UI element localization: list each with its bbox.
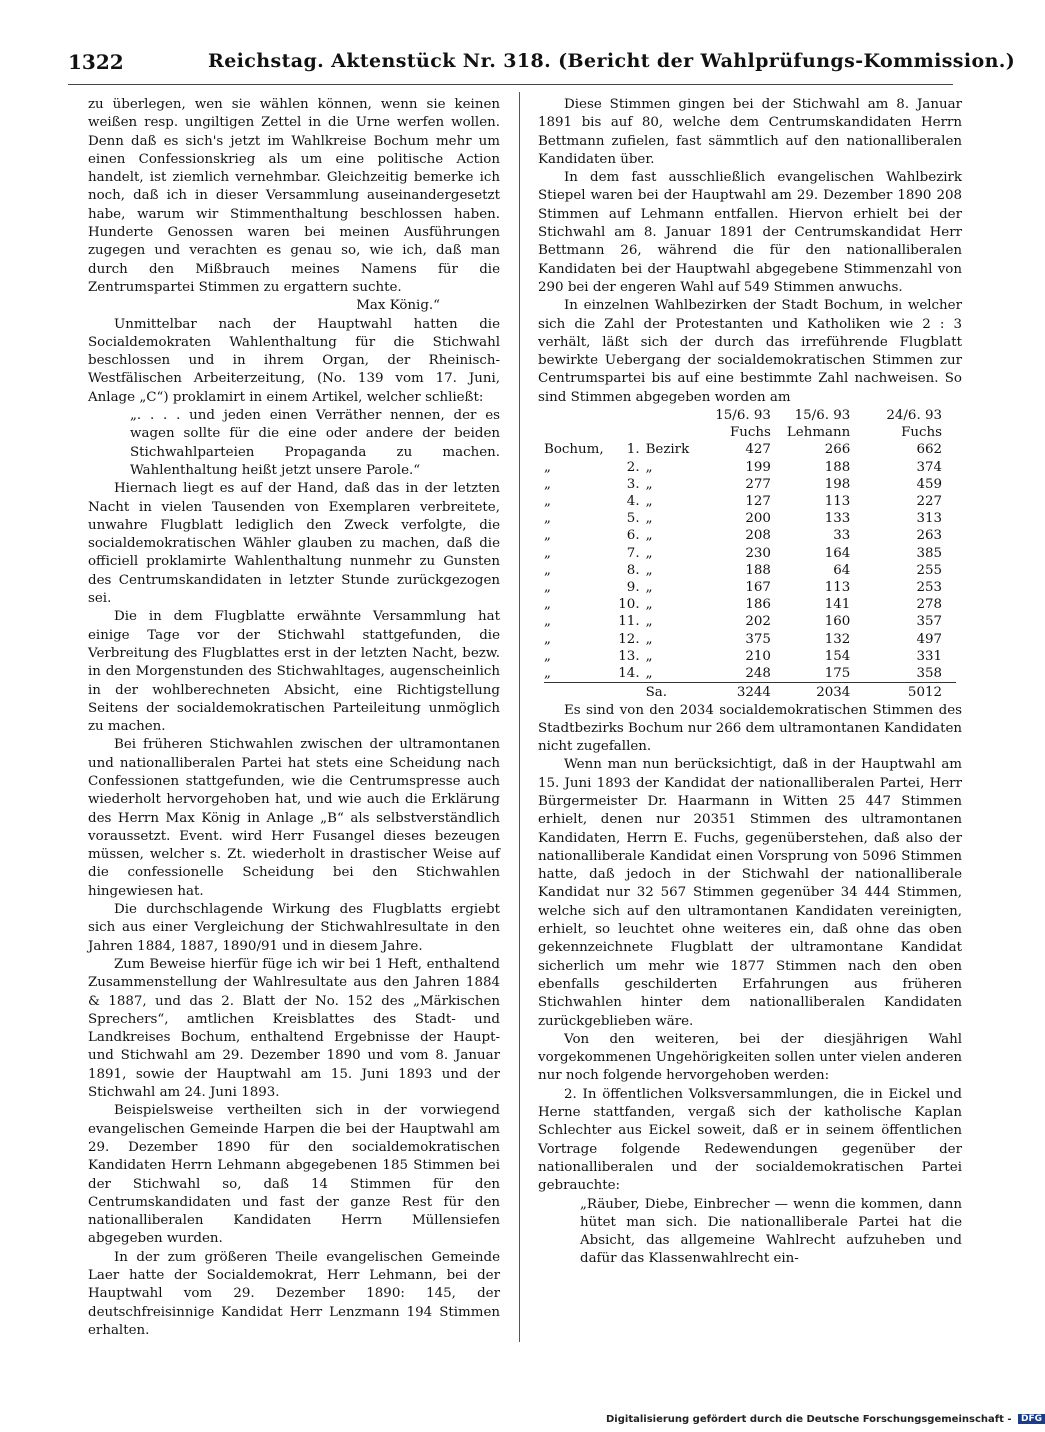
column-candidate: Fuchs [901, 425, 942, 441]
row-district-number: 8. [626, 562, 640, 578]
row-district-label: „ [645, 494, 653, 510]
paragraph: Es sind von den 2034 socialdemokratischen Stimmen des Stadtbezirks Bochum nur 266 dem ultramontanen Kandidaten nicht zugefallen. [538, 702, 962, 755]
row-place: „ [544, 562, 551, 578]
page-header [68, 46, 1016, 80]
row-district-label: „ [645, 580, 653, 596]
value-lehmann-main: 154 [824, 648, 851, 664]
column-candidate: Lehmann [786, 425, 851, 441]
table-row [544, 648, 956, 665]
sum-spacer [613, 683, 646, 702]
row-district-number: 12. [618, 631, 640, 647]
table-sum-row [544, 683, 956, 702]
table-row [544, 459, 956, 476]
value-fuchs-runoff: 255 [916, 562, 942, 578]
value-lehmann-main: 33 [833, 528, 851, 544]
paragraph: Die in dem Flugblatte erwähnte Versammlung hat einige Tage vor der Stichwahl stattgefunden, die Verbreitung des Flugblattes erst in der letzten Nacht, bezw. in den Morgenstunden des Stichwahltages, augenscheinlich in der wohlberechneten Absicht, eine Richtigstellung Seitens der socialdemokratischen Parteileitung unmöglich zu machen. [88, 609, 500, 735]
row-district-label: „ [645, 528, 653, 544]
row-district-number: 11. [618, 614, 640, 630]
row-place: „ [544, 597, 551, 613]
paragraph: Beispielsweise vertheilten sich in der vorwiegend evangelischen Gemeinde Harpen die bei der Hauptwahl am 29. Dezember 1890 für den socialdemokratischen Kandidaten Herrn Lehmann abgegebenen 185 Stimmen bei der Stichwahl so, daß 14 Stimmen für den Centrumskandidaten und fast der ganze Rest für den nationalliberalen Kandidaten Herrn Müllensiefen abgegeben wurden. [88, 1103, 500, 1247]
row-district-label: „ [645, 562, 653, 578]
value-fuchs-main: 375 [745, 631, 771, 647]
row-place: Bochum, [544, 442, 604, 458]
value-lehmann-main: 141 [824, 597, 851, 613]
row-district-number: 14. [618, 666, 640, 682]
paragraph: Hiernach liegt es auf der Hand, daß das in der letzten Nacht in vielen Tausenden von Exemplaren verbreitete, unwahre Flugblatt lediglich den Zweck verfolgte, die socialdemokratischen Wähler glauben zu machen, daß die officiell proklamirte Wahlenthaltung nunmehr zu Gunsten des Centrumskandidaten in letzter Stunde zurückgezogen sei. [88, 481, 500, 607]
row-place: „ [544, 631, 551, 647]
header-rule [68, 84, 953, 85]
value-fuchs-main: 199 [745, 459, 771, 475]
value-fuchs-main: 186 [745, 597, 771, 613]
value-fuchs-runoff: 313 [916, 511, 942, 527]
row-district-number: 4. [626, 494, 640, 510]
table-row [544, 579, 956, 596]
paragraph: 2. In öffentlichen Volksversammlungen, die in Eickel und Herne stattfanden, vergaß sich der katholische Kaplan Schlechter aus Eickel soweit, daß er in seinem öffentlichen Vortrage folgende Redewendungen gegenüber der nationalliberalen und der socialdemokratischen Partei gebrauchte: [538, 1086, 962, 1194]
running-title: Reichstag. Aktenstück Nr. 318. (Bericht der Wahlprüfungs-Kommission.) [208, 50, 1016, 72]
value-fuchs-runoff: 263 [916, 528, 942, 544]
table-row [544, 665, 956, 683]
value-fuchs-main: 248 [745, 666, 771, 682]
value-fuchs-runoff: 331 [916, 648, 942, 664]
row-district-number: 7. [626, 545, 640, 561]
paragraph: zu überlegen, wen sie wählen können, wenn sie keinen weißen resp. ungiltigen Zettel in die Urne werfen wollen. Denn daß es sich's jetzt im Wahlkreise Bochum mehr um einen Confessionskrieg als um eine politische Action handelt, ist ziemlich vernehmbar. Gleichzeitig bemerke ich noch, daß ich in dieser Versammlung auseinandergesetzt habe, warum wir Stimmenthaltung beschlossen haben. Hunderte Genossen waren bei meinen Ausführungen zugegen und verachten es genau so, wie ich, daß man durch den Mißbrauch meines Namens für die Zentrumspartei Stimmen zu ergattern suchte. [88, 97, 500, 295]
value-lehmann-main: 113 [824, 494, 851, 510]
row-place: „ [544, 459, 551, 475]
table-row [544, 441, 956, 458]
row-district-label: „ [645, 476, 653, 492]
sum-lehmann-main: 2034 [771, 683, 850, 702]
table-row [544, 596, 956, 613]
value-fuchs-runoff: 227 [916, 494, 942, 510]
paragraph: In dem fast ausschließlich evangelischen Wahlbezirk Stiepel waren bei der Hauptwahl am 29. Dezember 1890 208 Stimmen auf Lehmann entfallen. Hiervon erhielt bei der Stichwahl am 8. Januar 1891 der Centrumskandidat Herr Bettmann 26, während die für den nationalliberalen Kandidaten bei der Hauptwahl abgegebene Stimmenzahl von 290 bei der engeren Wahl auf 549 Stimmen anwuchs. [538, 170, 962, 295]
value-fuchs-runoff: 253 [916, 580, 942, 596]
paragraph: Unmittelbar nach der Hauptwahl hatten die Socialdemokraten Wahlenthaltung für die Stichwahl beschlossen und in ihrem Organ, der Rheinisch-Westfälischen Arbeiterzeitung, (No. 139 vom 17. Juni, Anlage „C“) proklamirt in einem Artikel, welcher schließt: [88, 316, 500, 405]
page-number: 1322 [68, 50, 124, 74]
right-column [538, 96, 962, 1269]
row-district-label: „ [645, 666, 653, 682]
paragraph: Wenn man nun berücksichtigt, daß in der Hauptwahl am 15. Juni 1893 der Kandidat der nationalliberalen Partei, Herr Bürgermeister Dr. Haarmann in Witten 25 447 Stimmen erhielt, denen nur 20351 Stimmen des ultramontanen Kandidaten, Herrn E. Fuchs, gegenüberstehen, daß also der nationalliberale Kandidat einen Vorsprung von 5096 Stimmen hatte, daß jedoch in der Stichwahl der nationalliberale Kandidat nur 32 567 Stimmen gegenüber 34 444 Stimmen, welche sich auf den ultramontanen Kandidaten vereinigten, erhielt, so leuchtet ohne weiteres ein, daß ohne das oben gekennzeichnete Flugblatt der ultramontane Kandidat sicherlich um mehr wie 1877 Stimmen nach den oben ebenfalls geschilderten Erfahrungen aus früheren Stichwahlen hinter dem nationalliberalen Kandidaten zurückgeblieben wäre. [538, 757, 962, 1029]
row-place: „ [544, 528, 551, 544]
column-date: 15/6. 93 [715, 408, 771, 424]
value-fuchs-runoff: 357 [916, 614, 942, 630]
row-place: „ [544, 580, 551, 596]
paragraph: Zum Beweise hierfür füge ich wir bei 1 Heft, enthaltend Zusammenstellung der Wahlresultate aus den Jahren 1884 & 1887, und das 2. Blatt der No. 152 des „Märkischen Sprechers“, amtlichen Kreisblattes des Stadt- und Landkreises Bochum, enthaltend Ergebnisse der Haupt- und Stichwahl am 29. Dezember 1890 und vom 8. Januar 1891, sowie der Hauptwahl am 15. Juni 1893 und der Stichwahl am 24. Juni 1893. [88, 956, 500, 1101]
paragraph: Die durchschlagende Wirkung des Flugblatts ergiebt sich aus einer Vergleichung der Stichwahlresultate in den Jahren 1884, 1887, 1890/91 und in diesem Jahre. [88, 902, 500, 954]
table-header-dates [544, 407, 956, 424]
value-lehmann-main: 132 [824, 631, 851, 647]
value-fuchs-main: 277 [745, 476, 771, 492]
row-district-label: „ [645, 648, 653, 664]
value-lehmann-main: 198 [824, 476, 851, 492]
block-quote: „. . . . und jeden einen Verräther nennen, der es wagen sollte für die eine oder andere der beiden Stichwahlparteien Propaganda zu machen. Wahlenthaltung heißt jetzt unsere Parole.“ [130, 408, 500, 478]
table-row [544, 545, 956, 562]
sum-label: Sa. [646, 683, 695, 702]
sum-spacer [544, 683, 613, 702]
value-fuchs-runoff: 374 [916, 459, 942, 475]
value-lehmann-main: 64 [833, 562, 851, 578]
left-column [88, 96, 500, 1340]
row-place: „ [544, 648, 551, 664]
paragraph: Von den weiteren, bei der diesjährigen Wahl vorgekommenen Ungehörigkeiten sollen unter vielen anderen nur noch folgende hervorgehoben werden: [538, 1031, 962, 1084]
value-fuchs-main: 210 [745, 648, 771, 664]
row-district-label: „ [645, 511, 653, 527]
value-fuchs-runoff: 358 [916, 666, 942, 682]
row-place: „ [544, 511, 551, 527]
value-fuchs-runoff: 278 [916, 597, 942, 613]
footer-text: Digitalisierung gefördert durch die Deutsche Forschungsgemeinschaft - [606, 1414, 1012, 1425]
value-fuchs-main: 200 [745, 511, 771, 527]
table-row [544, 562, 956, 579]
row-place: „ [544, 545, 551, 561]
dfg-logo: DFG [1018, 1414, 1045, 1424]
row-district-number: 1. [626, 442, 640, 458]
column-divider [519, 92, 520, 1342]
row-district-label: „ [645, 597, 653, 613]
table-header-names [544, 424, 956, 441]
row-place: „ [544, 666, 551, 682]
digitization-footer [606, 1414, 1045, 1425]
table-row [544, 527, 956, 544]
value-fuchs-runoff: 385 [916, 545, 942, 561]
value-fuchs-main: 188 [745, 562, 771, 578]
row-district-number: 13. [618, 648, 640, 664]
value-fuchs-main: 208 [745, 528, 771, 544]
value-lehmann-main: 175 [824, 666, 851, 682]
signature: Max König.“ [356, 298, 440, 314]
paragraph: Bei früheren Stichwahlen zwischen der ultramontanen und nationalliberalen Partei hat stets eine Scheidung nach Confessionen stattgefunden, wie die Centrumspresse auch wiederholt hervorgehoben hat, und wie auch die Erklärung des Herrn Max König in Anlage „B“ als selbstverständlich voraussetzt. Event. wird Herr Fusangel dieses bezeugen müssen, welcher s. Zt. wiederholt in drastischer Weise auf die confessionelle Scheidung bei den Stichwahlen hingewiesen hat. [88, 737, 500, 899]
row-district-label: „ [645, 614, 653, 630]
row-district-number: 5. [626, 511, 640, 527]
paragraph: In der zum größeren Theile evangelischen Gemeinde Laer hatte der Socialdemokrat, Herr Lehmann, bei der Hauptwahl vom 29. Dezember 1890: 145, der deutschfreisinnige Kandidat Herr Lenzmann 194 Stimmen erhalten. [88, 1249, 500, 1338]
value-fuchs-main: 127 [745, 494, 771, 510]
row-district-number: 2. [626, 459, 640, 475]
value-fuchs-main: 230 [745, 545, 771, 561]
row-district-label: „ [645, 459, 653, 475]
table-row [544, 613, 956, 630]
value-lehmann-main: 164 [824, 545, 851, 561]
table-row [544, 510, 956, 527]
table-row [544, 493, 956, 510]
value-fuchs-main: 427 [745, 442, 771, 458]
value-fuchs-runoff: 497 [916, 631, 942, 647]
value-lehmann-main: 113 [824, 580, 851, 596]
paragraph: In einzelnen Wahlbezirken der Stadt Bochum, in welcher sich die Zahl der Protestanten und Katholiken wie 2 : 3 verhält, läßt sich der durch das irreführende Flugblatt bewirkte Uebergang der socialdemokratischen Stimmen zur Centrumspartei bis auf eine bestimmte Zahl nachweisen. So sind Stimmen abgegeben worden am [538, 298, 962, 405]
row-district-label: Bezirk [645, 442, 690, 458]
value-fuchs-main: 202 [745, 614, 771, 630]
column-date: 24/6. 93 [886, 408, 942, 424]
row-place: „ [544, 494, 551, 510]
column-candidate: Fuchs [729, 425, 771, 441]
sum-fuchs-runoff: 5012 [850, 683, 956, 702]
table-row [544, 631, 956, 648]
row-district-number: 10. [618, 597, 640, 613]
block-quote: „Räuber, Diebe, Einbrecher — wenn die kommen, dann hütet man sich. Die nationalliberale Partei hat die Absicht, das allgemeine Wahlrecht aufzuheben und dafür das Klassenwahlrecht ein- [580, 1196, 962, 1267]
row-district-label: „ [645, 545, 653, 561]
row-place: „ [544, 476, 551, 492]
row-district-number: 3. [626, 476, 640, 492]
value-fuchs-runoff: 459 [916, 476, 942, 492]
value-fuchs-main: 167 [745, 580, 771, 596]
value-lehmann-main: 133 [824, 511, 851, 527]
row-place: „ [544, 614, 551, 630]
column-date: 15/6. 93 [794, 408, 851, 424]
sum-fuchs-main: 3244 [695, 683, 771, 702]
value-fuchs-runoff: 662 [916, 442, 942, 458]
table-row [544, 476, 956, 493]
results-table [544, 407, 956, 701]
row-district-number: 9. [626, 580, 640, 596]
paragraph: Diese Stimmen gingen bei der Stichwahl am 8. Januar 1891 bis auf 80, welche dem Centrumskandidaten Herrn Bettmann zufielen, fast sämmtlich auf den nationalliberalen Kandidaten über. [538, 97, 962, 167]
row-district-label: „ [645, 631, 653, 647]
row-district-number: 6. [626, 528, 640, 544]
value-lehmann-main: 266 [824, 442, 851, 458]
value-lehmann-main: 188 [824, 459, 851, 475]
value-lehmann-main: 160 [824, 614, 851, 630]
